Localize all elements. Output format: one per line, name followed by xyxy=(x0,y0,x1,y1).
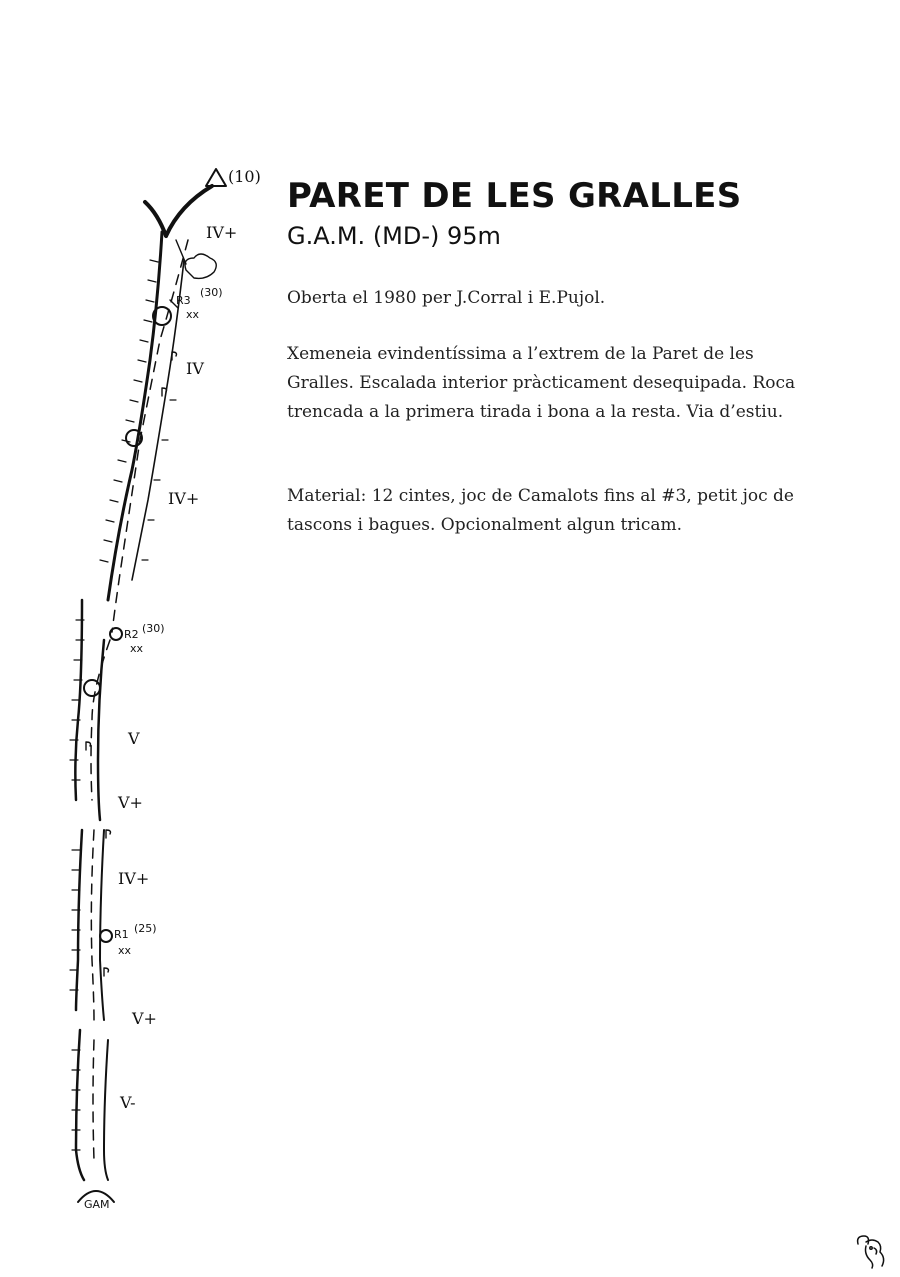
top-marker-label: (10) xyxy=(228,167,261,186)
route-line-bottom xyxy=(93,1040,94,1160)
belay-r1-circle xyxy=(100,930,112,942)
belay-r2-label: R2 xyxy=(124,628,139,641)
grade-label-5: V+ xyxy=(118,793,143,812)
bottom-chimney-left-wall xyxy=(76,1030,84,1180)
belay-r2-bolts: xx xyxy=(130,642,144,655)
belay-r3-bolts: xx xyxy=(186,308,200,321)
belay-r1-length: (25) xyxy=(134,922,157,935)
goat-logo-icon xyxy=(852,1232,892,1272)
grade-label-1: IV+ xyxy=(206,223,238,242)
belay-r1-bolts: xx xyxy=(118,944,132,957)
start-label: GAM xyxy=(84,1198,110,1211)
belay-r3-label: R3 xyxy=(176,294,191,307)
route-subtitle: G.A.M. (MD-) 95m xyxy=(287,222,501,250)
loose-block xyxy=(185,254,216,278)
route-line-middle xyxy=(91,640,110,800)
route-title: PARET DE LES GRALLES xyxy=(287,176,742,216)
grade-label-8: V- xyxy=(120,1093,136,1112)
belay-mid-circle xyxy=(126,430,142,446)
grade-label-6: IV+ xyxy=(118,869,150,888)
belay-r3-length: (30) xyxy=(200,286,223,299)
grade-label-3: IV+ xyxy=(168,489,200,508)
summit-triangle-icon xyxy=(206,169,226,186)
route-line-lower xyxy=(91,830,94,1020)
top-wall xyxy=(145,186,212,236)
route-topo-drawing xyxy=(0,0,300,1230)
belay-r2-length: (30) xyxy=(142,622,165,635)
grade-label-2: IV xyxy=(186,359,204,378)
route-description-text: Xemeneia evindentíssima a l’extrem de la Paret de les Gralles. Escalada interior pràcticament desequipada. Roca trencada a la primera tirada i bona a la resta. Via d’estiu. xyxy=(287,344,796,422)
upper-chimney-left-wall xyxy=(108,232,162,600)
opened-by-text: Oberta el 1980 per J.Corral i E.Pujol. xyxy=(287,288,606,308)
gear-text: Material: 12 cintes, joc de Camalots fins al #3, petit joc de tascons i bagues. Opcionalment algun tricam. xyxy=(287,486,794,535)
grade-label-4: V xyxy=(128,729,140,748)
grade-label-7: V+ xyxy=(132,1009,157,1028)
belay-r1-label: R1 xyxy=(114,928,129,941)
belay-r2-circle xyxy=(110,628,122,640)
belay-mid2-circle xyxy=(84,680,100,696)
lower-chimney-left-wall xyxy=(76,830,82,1010)
